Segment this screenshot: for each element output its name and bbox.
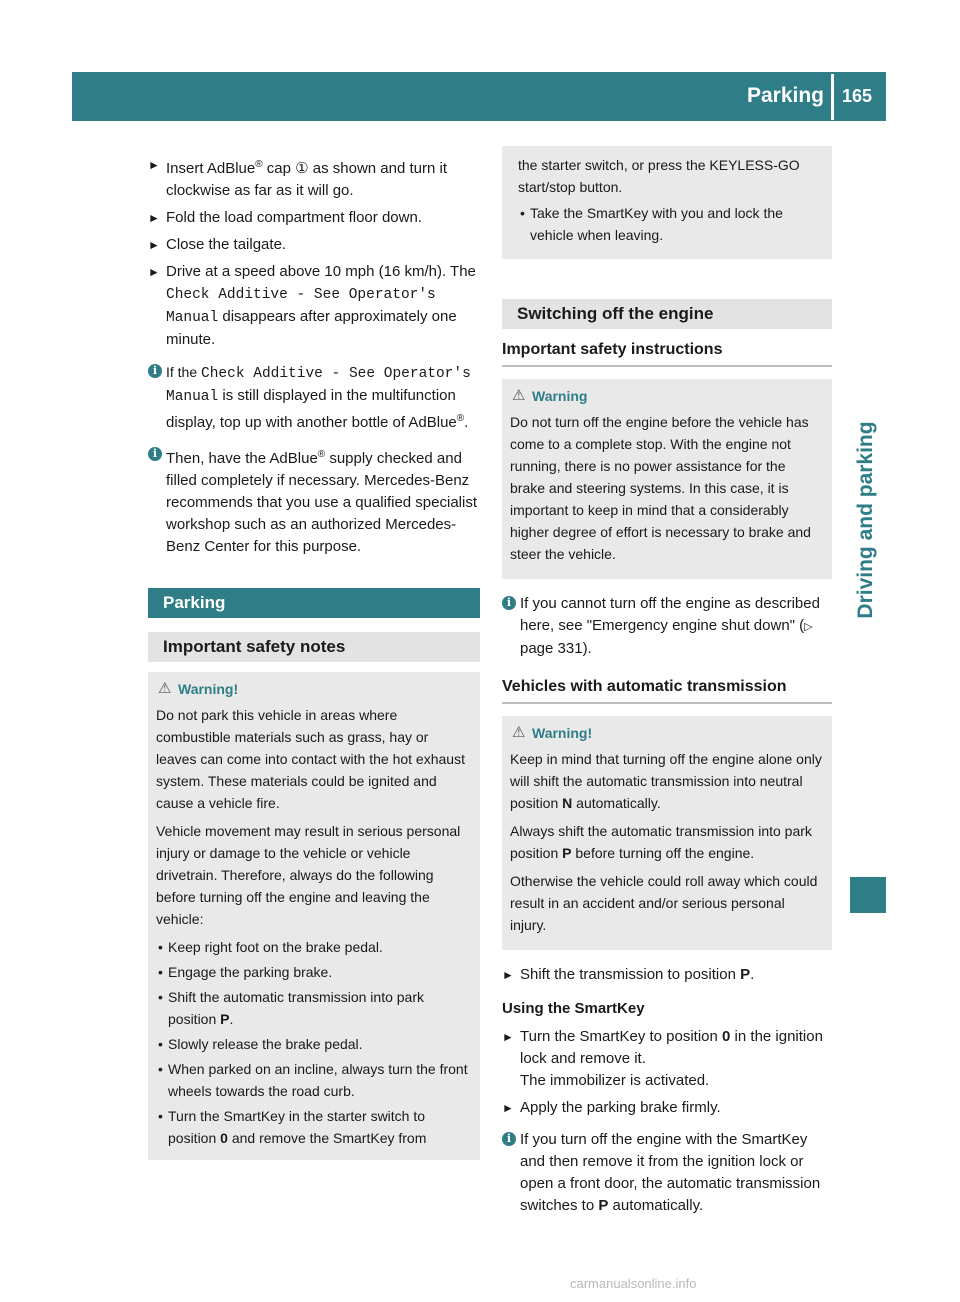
arrow-right-icon: ► bbox=[148, 265, 160, 279]
chapter-title: Driving and parking bbox=[854, 421, 877, 619]
warning-paragraph: Do not park this vehicle in areas where combustible materials such as grass, hay or leaves can come into contact with the hot exhaust system. These materials could be ignited and cause a vehicle fire. bbox=[156, 707, 465, 811]
heading-automatic-transmission: Vehicles with automatic transmission bbox=[502, 676, 832, 704]
section-title-parking: Parking bbox=[148, 588, 480, 618]
warning-paragraph: Do not turn off the engine before the vehicle has come to a complete stop. With the engine not running, there is no power assistance for the brake and steering systems. In this case, it is important to keep in mind that a considerably higher degree of effort is necessary to brake and steer the vehicle. bbox=[510, 414, 811, 562]
footer-watermark: carmanualsonline.info bbox=[570, 1276, 697, 1291]
step-insert-cap: ► Insert AdBlue® cap ① as shown and turn it clockwise as far as it will go. bbox=[148, 154, 480, 202]
warning-box-engine-off bbox=[502, 379, 832, 579]
info-note-emergency: i If you cannot turn off the engine as described here, see "Emergency engine shut down" (▷ page 331). bbox=[502, 593, 832, 660]
chapter-tab bbox=[850, 877, 886, 913]
arrow-right-icon: ► bbox=[148, 158, 160, 172]
warning-paragraph: Always shift the automatic transmission into park position P before turning off the engine. bbox=[510, 823, 812, 861]
warning-paragraph: Vehicle movement may result in serious personal injury or damage to the vehicle or vehicle drivetrain. Therefore, always do the following before turning off the engine and leaving the vehicle: bbox=[156, 823, 461, 927]
info-icon: i bbox=[148, 364, 162, 378]
section-title-switching-off: Switching off the engine bbox=[502, 299, 832, 329]
warning-paragraph: Keep in mind that turning off the engine alone only will shift the automatic transmission into neutral position N automatically. bbox=[510, 751, 822, 811]
left-column bbox=[148, 154, 480, 1160]
list-item: • Engage the parking brake. bbox=[158, 964, 333, 980]
arrow-right-icon: ► bbox=[148, 238, 160, 252]
callout-1: ① bbox=[295, 160, 309, 177]
info-note-workshop: i Then, have the AdBlue® supply checked and filled completely if necessary. Mercedes-Benz recommends that you use a qualified specialist workshop such as an authorized Mercedes-Benz Center for this purpose. bbox=[148, 444, 480, 558]
display-message: Check Additive - See Operator's Manual bbox=[166, 366, 471, 405]
list-item: • When parked on an incline, always turn the front wheels towards the road curb. bbox=[158, 1061, 468, 1099]
subsection-title-safety-notes: Important safety notes bbox=[148, 632, 480, 662]
warning-paragraph: Otherwise the vehicle could roll away which could result in an accident and/or serious personal injury. bbox=[510, 873, 818, 933]
warning-title: Warning! bbox=[178, 681, 239, 697]
step-shift-to-p: ► Shift the transmission to position P. bbox=[502, 964, 832, 986]
list-item: • Slowly release the brake pedal. bbox=[158, 1036, 363, 1052]
header-separator bbox=[831, 74, 834, 120]
step-parking-brake: ► Apply the parking brake firmly. bbox=[502, 1097, 832, 1119]
step-fold-floor: ► Fold the load compartment floor down. bbox=[148, 207, 480, 229]
arrow-right-icon: ► bbox=[502, 968, 514, 982]
warning-triangle-icon: ⚠ bbox=[158, 680, 172, 697]
list-item: • Keep right foot on the brake pedal. bbox=[158, 939, 383, 955]
info-note-topup: i If the Check Additive - See Operator's Manual is still displayed in the multifunction display, top up with another bottle of AdBlue®. bbox=[148, 361, 480, 434]
warning-box-parking bbox=[148, 672, 480, 1160]
display-message: Check Additive - See Operator's Manual bbox=[166, 287, 436, 326]
list-item: • Turn the SmartKey in the starter switch to position 0 and remove the SmartKey from bbox=[158, 1108, 427, 1146]
arrow-right-icon: ► bbox=[502, 1030, 514, 1044]
heading-safety-instructions: Important safety instructions bbox=[502, 339, 832, 367]
arrow-right-icon: ► bbox=[148, 211, 160, 225]
warning-box-continued: the starter switch, or press the KEYLESS-GO start/stop button. • Take the SmartKey with you and lock the vehicle when leaving. bbox=[502, 146, 832, 259]
info-icon: i bbox=[148, 447, 162, 461]
list-item: • Shift the automatic transmission into park position P. bbox=[158, 989, 425, 1027]
warning-triangle-icon: ⚠ bbox=[512, 724, 526, 741]
page-ref-icon: ▷ bbox=[804, 621, 813, 633]
info-icon: i bbox=[502, 1132, 516, 1146]
info-note-auto-park: i If you turn off the engine with the SmartKey and then remove it from the ignition lock or open a front door, the automatic transmission switches to P automatically. bbox=[502, 1129, 832, 1217]
warning-triangle-icon: ⚠ bbox=[512, 387, 526, 404]
header-section-title: Parking bbox=[746, 84, 824, 107]
warning-box-transmission bbox=[502, 716, 832, 950]
step-turn-smartkey: ► Turn the SmartKey to position 0 in the ignition lock and remove it. The immobilizer is activated. bbox=[502, 1028, 823, 1089]
page-number: 165 bbox=[842, 86, 873, 106]
heading-using-smartkey: Using the SmartKey bbox=[502, 1000, 645, 1017]
warning-title: Warning! bbox=[532, 725, 593, 741]
step-close-tailgate: ► Close the tailgate. bbox=[148, 234, 480, 256]
step-drive: ► Drive at a speed above 10 mph (16 km/h). The Check Additive - See Operator's Manual disappears after approximately one minute. bbox=[148, 263, 476, 348]
arrow-right-icon: ► bbox=[502, 1101, 514, 1115]
right-column bbox=[502, 146, 832, 1227]
list-item: • Take the SmartKey with you and lock the vehicle when leaving. bbox=[520, 205, 783, 243]
chapter-sidebar bbox=[846, 130, 886, 770]
warning-title: Warning bbox=[532, 388, 588, 404]
info-icon: i bbox=[502, 596, 516, 610]
